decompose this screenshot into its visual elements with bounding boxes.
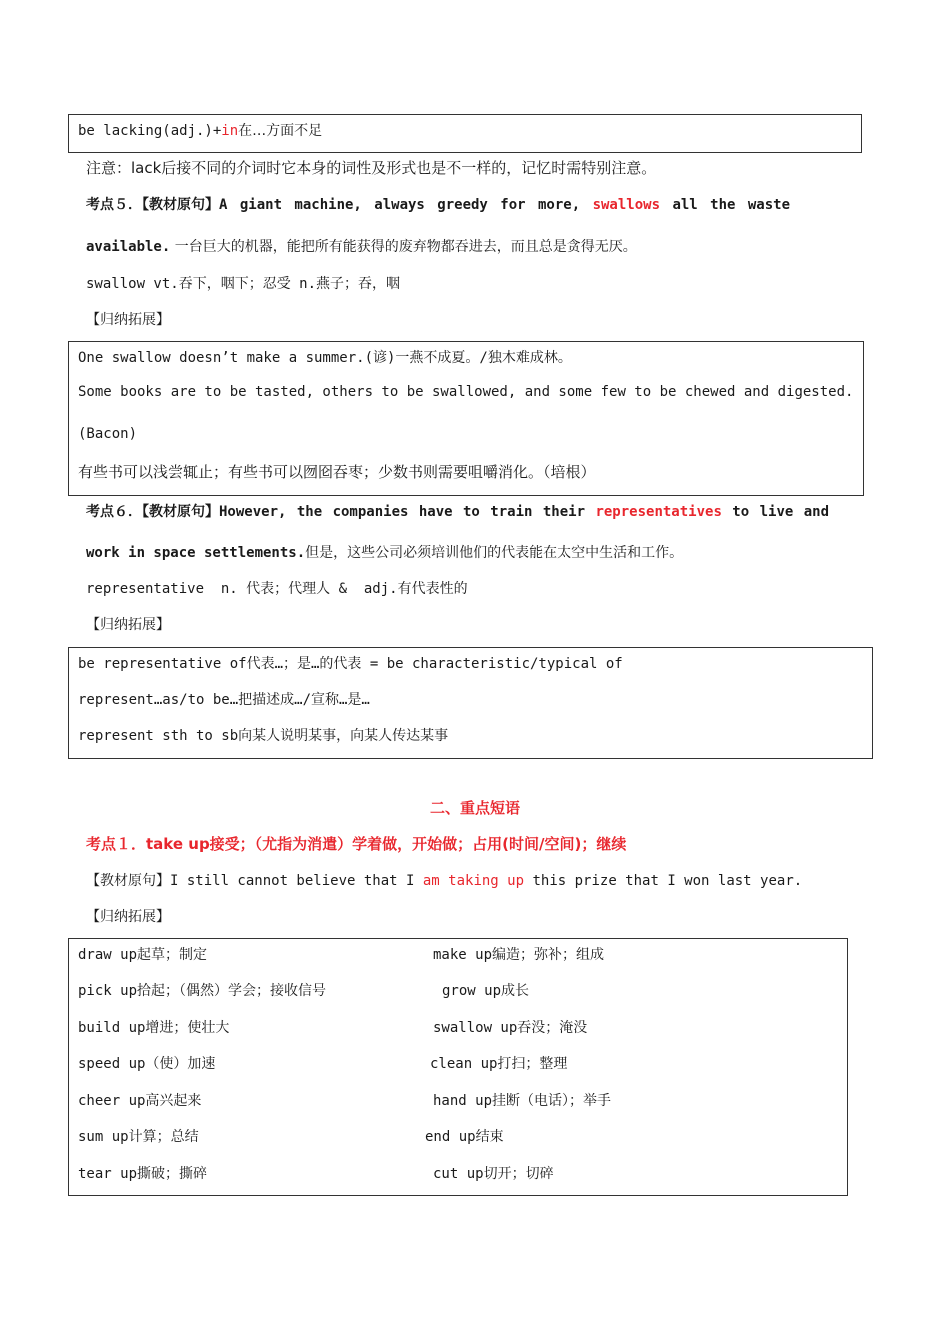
point6-line2-en: work in space settlements. xyxy=(86,545,306,561)
point6-line2 xyxy=(86,542,683,562)
original-sentence-a: I still cannot believe that I xyxy=(170,873,423,889)
section2-expand-label: 【归纳拓展】 xyxy=(86,909,170,925)
phrase-right-2: grow up成长 xyxy=(442,983,530,999)
lacking-text: be lacking(adj.)+ xyxy=(78,123,222,139)
point5-keyword: swallows xyxy=(592,197,661,213)
point5-sentence-b: all the waste xyxy=(660,197,791,213)
point6-sentence-b: to live and xyxy=(721,504,830,520)
swallow-box xyxy=(68,341,864,496)
point5-line2 xyxy=(86,236,637,256)
bacon-translation: 有些书可以浅尝辄止；有些书可以囫囵吞枣；少数书则需要咀嚼消化。（培根） xyxy=(78,463,596,481)
represent-line-3: represent sth to sb向某人说明某事，向某人传达某事 xyxy=(78,728,449,744)
phrase-right-6: end up结束 xyxy=(425,1129,504,1145)
section2-point1: 考点１．take up接受；（尤指为消遣）学着做，开始做；占用(时间/空间)；继续 xyxy=(86,835,627,853)
phrase-left-4: speed up（使）加速 xyxy=(78,1056,216,1072)
point6-keyword: representatives xyxy=(595,504,722,520)
original-sentence-b: this prize that I won last year. xyxy=(524,873,803,889)
phrase-right-1: make up编造；弥补；组成 xyxy=(433,947,605,963)
bacon-attribution: (Bacon) xyxy=(78,426,138,442)
phrase-left-2: pick up拾起；（偶然）学会；接收信号 xyxy=(78,983,327,999)
phrase-right-4: clean up打扫；整理 xyxy=(430,1056,568,1072)
point6-expand-label: 【归纳拓展】 xyxy=(86,617,170,633)
point6-label: 考点６．【教材原句】 xyxy=(86,504,219,520)
point6-sentence-a: However, the companies have to train their xyxy=(219,504,596,520)
lacking-line xyxy=(78,120,322,140)
phrase-right-7: cut up切开；切碎 xyxy=(433,1166,554,1182)
lacking-meaning: 在…方面不足 xyxy=(238,123,323,139)
point5-expand-label: 【归纳拓展】 xyxy=(86,312,170,328)
original-keyword: am taking up xyxy=(422,873,525,889)
point5-translation: 一台巨大的机器，能把所有能获得的废弃物都吞进去，而且总是贪得无厌。 xyxy=(170,239,637,255)
phrase-right-3: swallow up吞没；淹没 xyxy=(433,1020,588,1036)
section2-title: 二、重点短语 xyxy=(429,799,520,817)
phrase-left-3: build up增进；使壮大 xyxy=(78,1020,230,1036)
section2-original-sentence xyxy=(86,870,802,890)
lacking-box xyxy=(68,114,862,153)
phrase-left-6: sum up计算；总结 xyxy=(78,1129,199,1145)
point5-label: 考点５．【教材原句】 xyxy=(86,197,219,213)
point5-sentence xyxy=(86,194,790,214)
proverb-line: One swallow doesn’t make a summer.(谚)一燕不成夏。/独木难成林。 xyxy=(78,350,572,366)
point5-sentence-a: A giant machine, always greedy for more, xyxy=(219,197,593,213)
represent-box xyxy=(68,647,873,759)
note-line: 注意：lack后接不同的介词时它本身的词性及形式也是不一样的，记忆时需特别注意。 xyxy=(86,159,657,177)
lacking-preposition: in xyxy=(221,123,239,139)
phrase-left-7: tear up撕破；撕碎 xyxy=(78,1166,208,1182)
phrase-left-5: cheer up高兴起来 xyxy=(78,1093,202,1109)
representative-definition: representative n. 代表；代理人 & adj.有代表性的 xyxy=(86,581,468,597)
point6-sentence xyxy=(86,501,829,521)
phrase-table xyxy=(68,938,848,1196)
phrase-right-5: hand up挂断（电话）；举手 xyxy=(433,1093,612,1109)
represent-line-1: be representative of代表…；是…的代表 = be characteristic/typical of xyxy=(78,656,623,672)
swallow-definition: swallow vt.吞下，咽下；忍受 n.燕子；吞，咽 xyxy=(86,276,401,292)
bacon-quote-line: Some books are to be tasted, others to be swallowed, and some few to be chewed and digested. xyxy=(78,384,854,400)
point6-translation: 但是，这些公司必须培训他们的代表能在太空中生活和工作。 xyxy=(305,545,684,561)
phrase-left-1: draw up起草；制定 xyxy=(78,947,208,963)
represent-line-2: represent…as/to be…把描述成…/宣称…是… xyxy=(78,692,370,708)
point5-line2-en: available. xyxy=(86,239,171,255)
original-label: 【教材原句】 xyxy=(86,873,170,889)
